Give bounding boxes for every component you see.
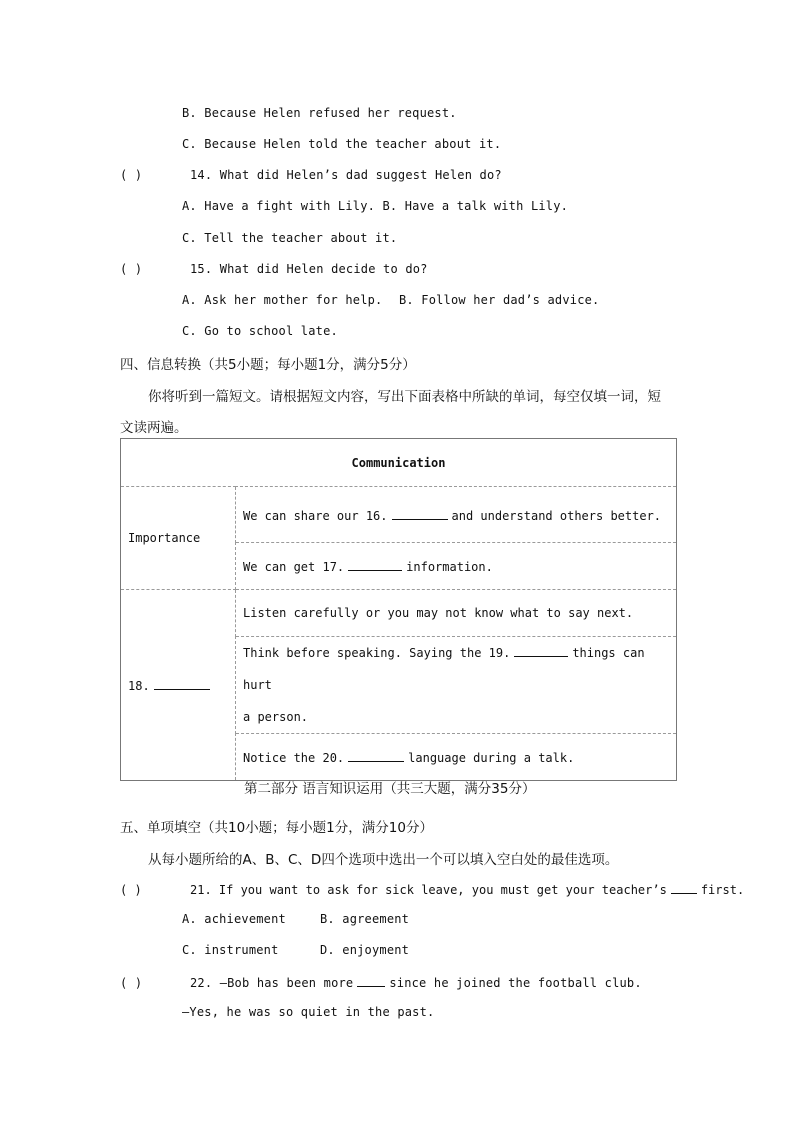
- q14-options-ab: A. Have a fight with Lily. B. Have a talk with Lily.: [182, 199, 569, 213]
- question-stem: 21. If you want to ask for sick leave, you must get your teacher’s: [190, 883, 667, 897]
- q15-option-a: A. Ask her mother for help.: [182, 293, 383, 307]
- q15-option-b: B. Follow her dad’s advice.: [399, 293, 600, 307]
- blank-19[interactable]: [514, 644, 568, 657]
- part2-heading: 第二部分 语言知识运用（共三大题，满分35分）: [244, 781, 536, 797]
- question-15: [120, 262, 428, 276]
- communication-table: [120, 438, 677, 781]
- q21-option-d: D. enjoyment: [320, 943, 410, 957]
- row-16-text-before: We can share our 16.: [243, 508, 388, 523]
- label-18: 18.: [128, 679, 150, 693]
- row-19: [236, 637, 677, 734]
- answer-paren[interactable]: ( ): [120, 976, 143, 990]
- q14-option-c: C. Tell the teacher about it.: [182, 231, 398, 245]
- row-19-text-after: things can hurt: [243, 646, 645, 692]
- row-17-text-before: We can get 17.: [243, 560, 345, 574]
- row-16: [236, 487, 677, 543]
- q15-option-c: C. Go to school late.: [182, 324, 338, 338]
- question-22: [120, 974, 642, 990]
- section4-instruction-line2: 文读两遍。: [120, 420, 188, 436]
- q13-option-c: C. Because Helen told the teacher about it.: [182, 137, 502, 151]
- section4-heading: 四、信息转换（共5小题；每小题1分，满分5分）: [120, 357, 416, 373]
- row-19-line2: a person.: [243, 710, 309, 724]
- row-17-text-after: information.: [406, 560, 493, 574]
- row-listen: Listen carefully or you may not know what to say next.: [236, 590, 677, 637]
- row-17: [236, 543, 677, 590]
- row-20: [236, 734, 677, 781]
- q13-option-b: B. Because Helen refused her request.: [182, 106, 457, 120]
- blank-16[interactable]: [392, 507, 448, 520]
- blank-21[interactable]: [671, 881, 697, 894]
- blank-22[interactable]: [357, 974, 385, 987]
- blank-20[interactable]: [348, 749, 404, 762]
- question-14: [120, 168, 502, 182]
- question-stem-end: since he joined the football club.: [389, 976, 642, 990]
- row-20-text-after: language during a talk.: [408, 751, 575, 765]
- q21-option-a: A. achievement: [182, 912, 286, 926]
- question-stem: 15. What did Helen decide to do?: [190, 262, 428, 276]
- section5-heading: 五、单项填空（共10小题；每小题1分，满分10分）: [120, 820, 433, 836]
- section5-instruction: 从每小题所给的A、B、C、D四个选项中选出一个可以填入空白处的最佳选项。: [148, 852, 619, 868]
- blank-17[interactable]: [348, 558, 402, 571]
- question-stem: 22. —Bob has been more: [190, 976, 354, 990]
- label-18-cell: [121, 590, 236, 781]
- row-20-text-before: Notice the 20.: [243, 751, 345, 765]
- question-stem: 14. What did Helen’s dad suggest Helen do?: [190, 168, 502, 182]
- answer-paren[interactable]: ( ): [120, 168, 143, 182]
- row-16-text-after: and understand others better.: [451, 508, 662, 523]
- importance-label: Importance: [121, 487, 236, 590]
- q21-option-c: C. instrument: [182, 943, 279, 957]
- section4-instruction-line1: 你将听到一篇短文。请根据短文内容，写出下面表格中所缺的单词，每空仅填一词，短: [148, 389, 661, 405]
- question-21: [120, 881, 744, 897]
- row-19-text-before: Think before speaking. Saying the 19.: [243, 646, 511, 660]
- q21-option-b: B. agreement: [320, 912, 410, 926]
- q22-reply: —Yes, he was so quiet in the past.: [182, 1005, 435, 1019]
- answer-paren[interactable]: ( ): [120, 262, 143, 276]
- blank-18[interactable]: [154, 677, 210, 690]
- table-title: Communication: [121, 439, 677, 487]
- question-stem-end: first.: [700, 883, 745, 897]
- answer-paren[interactable]: ( ): [120, 883, 142, 897]
